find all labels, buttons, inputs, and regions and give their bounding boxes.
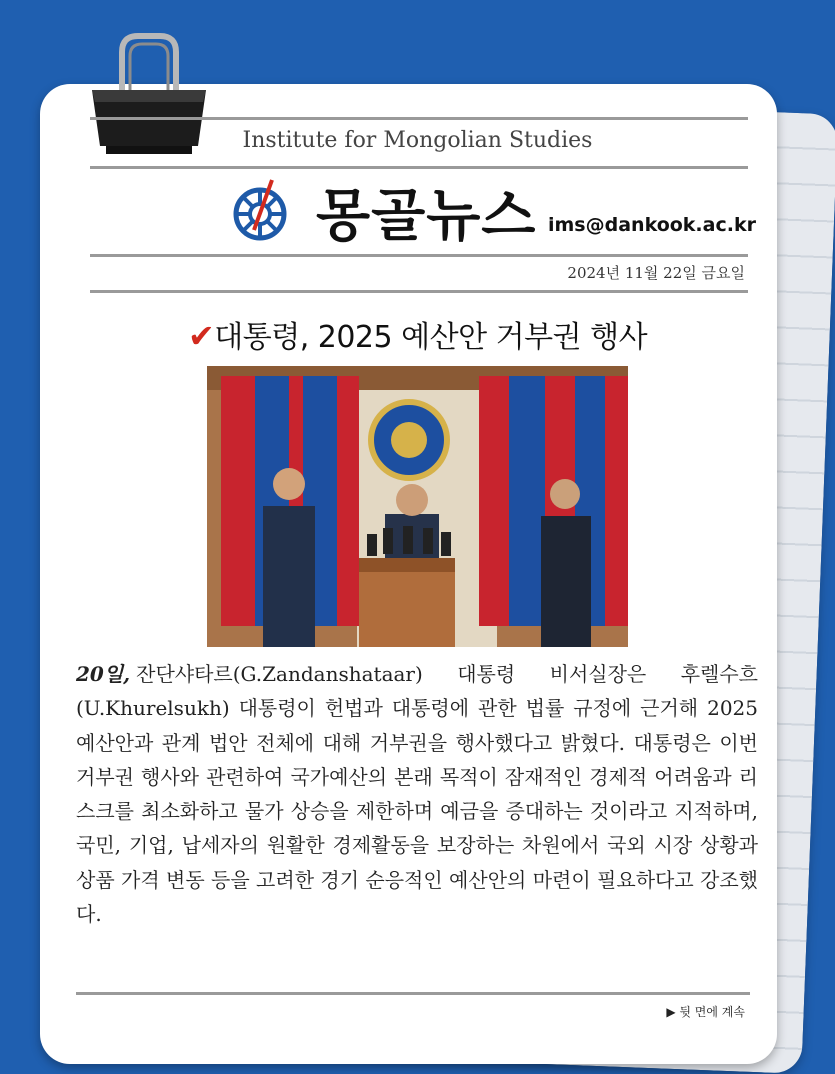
checkmark-icon: ✔ xyxy=(187,317,215,355)
top-rule xyxy=(90,117,748,120)
brand-title: 몽골뉴스 xyxy=(316,184,537,249)
logo xyxy=(230,178,292,248)
wheel-logo-icon xyxy=(230,178,292,244)
headline xyxy=(0,312,835,356)
headline-text: 대통령, 2025 예산안 거부권 행사 xyxy=(214,320,648,355)
issue-date: 2024년 11월 22일 금요일 xyxy=(567,264,745,282)
press-conference-photo xyxy=(207,366,628,647)
contact-email[interactable]: ims@dankook.ac.kr xyxy=(548,214,756,236)
brand-rule xyxy=(90,254,748,257)
bottom-rule xyxy=(76,992,750,995)
article-lead: 20일, xyxy=(76,662,131,686)
article-body xyxy=(76,657,758,931)
continue-note: ▶ 뒷 면에 계속 xyxy=(666,1005,745,1019)
date-rule xyxy=(90,290,748,293)
institute-rule xyxy=(90,166,748,169)
institute-name: Institute for Mongolian Studies xyxy=(242,128,593,153)
article-text: 잔단샤타르(G.Zandanshataar) 대통령 비서실장은 후렐수흐(U.Khurelsukh) 대통령이 헌법과 대통령에 관한 법률 규정에 근거해 2025 예산안과 관계 법안 전체에 대해 거부권을 행사했다고 밝혔다. 대통령은 이번 거부권 행사와 관련하여 국가예산의 본래 목적이 잠재적인 경제적 어려움과 리스크를 최소화하고 물가 상승을 제한하며 예금을 증대하는 것이라고 지적하며, 국민, 기업, 납세자의 원활한 경제활동을 보장하는 차원에서 국외 시장 상황과 상품 가격 변동 등을 고려한 경기 순응적인 예산안의 마련이 필요하다고 강조했다. xyxy=(76,662,758,927)
